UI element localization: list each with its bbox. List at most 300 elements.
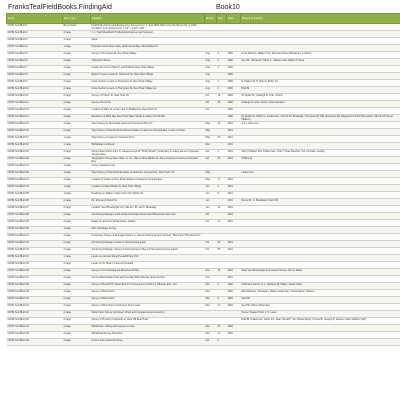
cell-day [217,115,227,122]
cell-entry-type: 2 page [63,297,91,304]
table-row [7,248,400,255]
cell-person-of-interest [241,24,400,31]
cell-year: 1902 [227,325,241,332]
cell-month: Mar [205,143,217,150]
table-row [7,213,400,220]
cell-month: Aug [205,80,217,87]
cell-day [217,45,227,52]
cell-day: 8 [217,297,227,304]
cell-year [227,24,241,31]
finding-aid-table [6,13,400,346]
cell-year: 1901 [227,143,241,150]
cell-year [227,262,241,269]
table-row [7,38,400,45]
cell-year: 1901 [227,185,241,192]
cell-day: 5 [217,192,227,199]
cell-person-of-interest [241,38,400,45]
cell-month: May [205,122,217,129]
table-row [7,283,400,290]
table-row [7,157,400,164]
cell-day: 19 [217,269,227,276]
cell-entry-type: 1 page [63,45,91,52]
table-row [7,129,400,136]
cell-entry: CDHS.Teal.Bk10.30 [7,227,63,234]
cell-entry-type: 2 page [63,101,91,108]
cell-entry-type: 2 page [63,157,91,164]
title-bar [0,0,400,13]
cell-day: 27 [217,332,227,339]
cell-person-of-interest [241,332,400,339]
cell-day: 16 [217,94,227,101]
cell-entry-type: 2 page [63,87,91,94]
cell-heading: Mt. John and Church St. [91,199,205,206]
cell-person-of-interest: Phillips St. [241,157,400,164]
cell-entry: CDHS.Teal.Bk10.42 [7,311,63,318]
cell-day [217,164,227,171]
cell-month: Apr [205,157,217,164]
table-row [7,339,400,346]
cell-year: 1901 [227,157,241,164]
cell-year: 1901 [227,150,241,157]
cell-person-of-interest: E. Mallett; W. H. Marion; Butler Co. [241,80,400,87]
cell-entry: CDHS.Teal.Bk10.22 [7,171,63,178]
table-row [7,80,400,87]
cell-heading: Survey Church St [91,101,205,108]
cell-year: 1901 [227,248,241,255]
cell-month [205,38,217,45]
cell-person-of-interest [241,73,400,80]
cell-entry: CDHS.Teal.Bk10.44 [7,325,63,332]
cell-entry: CDHS.Teal.Bk10.35 [7,262,63,269]
cell-heading: Survey of Thurlow Crosbwell Lot, Reel Hill Reel Hook [91,318,205,325]
cell-year [227,164,241,171]
cell-month: Oct [205,94,217,101]
cell-person-of-interest [241,234,400,241]
cell-heading: Part 1 Drainage Survey [91,227,205,234]
cell-entry-type: 2 page [63,234,91,241]
cell-heading: Levels on outcrest Sta at Peekskill New York [91,255,205,262]
cell-person-of-interest [241,220,400,227]
cell-year: 1900 [227,80,241,87]
cell-year [227,318,241,325]
cell-entry: CDHS.Teal.Bk10.31 [7,234,63,241]
cell-day: 21 [217,220,227,227]
table-row [7,185,400,192]
cell-year [227,171,241,178]
cell-year: 1901 [227,192,241,199]
cell-person-of-interest [241,178,400,185]
cell-entry-type: 2 page [63,311,91,318]
cell-entry: CDHS.Teal.Bk10.45 [7,332,63,339]
cell-heading: Location of Grade on New Road, Estate of Lawrence Tempest Esq. [91,178,205,185]
cell-entry-type: 2 page [63,108,91,115]
cell-day [217,73,227,80]
cell-heading: Survey of Wood Farm [91,297,205,304]
cell-year: 1901 [227,129,241,136]
cell-year: 1900 [227,108,241,115]
cell-year [227,311,241,318]
table-row [7,255,400,262]
cell-entry-type: 1 page [63,192,91,199]
cell-year: 1902 [227,283,241,290]
cell-entry-type: 1 page [63,227,91,234]
cell-year [227,38,241,45]
cell-year [227,227,241,234]
cell-entry: CDHS.Teal.Bk10.10 [7,87,63,94]
table-row [7,31,400,38]
cell-heading: Preliminary Survey of Drainage System on James Armstrong Farm formerly "Platt Farm" Rhinebeck NY [91,234,205,241]
cell-entry-type: 2 page [63,52,91,59]
cell-person-of-interest [241,262,400,269]
cell-day: 4 [217,80,227,87]
cell-heading: Survey of Thompson M. Reel Hook Village [91,52,205,59]
cell-day [217,171,227,178]
cell-entry: CDHS.Teal.Bk10.25 [7,192,63,199]
cell-person-of-interest [241,129,400,136]
table-row [7,164,400,171]
cell-entry-type: 2 page [63,150,91,157]
cell-heading: Survey East portion John N. Lidwell except for "Hook Stream" preliminary to selling same to Sylvester Tempest Esq. [91,150,205,157]
cell-day: 30 [217,248,227,255]
column-header-month: Month [205,14,217,24]
cell-year: 1902 [227,332,241,339]
cell-day: 3 [217,52,227,59]
cell-month: May [205,129,217,136]
cell-entry: CDHS.Teal.Bk10.24 [7,185,63,192]
table-row [7,45,400,52]
table-row [7,276,400,283]
cell-day: 1 [217,150,227,157]
table-row [7,73,400,80]
cell-day [217,31,227,38]
table-row [7,297,400,304]
cell-month: Jun [205,185,217,192]
cell-heading: Survey of Wood Farm Continued; Topo Levels [91,304,205,311]
cell-day: 25 [217,157,227,164]
cell-entry-type: 2 page [63,276,91,283]
cell-heading: Survey of 41 Cultivated Lot Berkshire Bl Hbb. [91,269,205,276]
cell-month: May [205,171,217,178]
cell-year: 1900 [227,73,241,80]
table-row [7,66,400,73]
cell-month: Aug [205,87,217,94]
cell-heading: Wood Farm Survey Continued; Chain and Compass around wood lot [91,311,205,318]
cell-entry: CDHS.Teal.Bk10.7 [7,66,63,73]
cell-day: 15 [217,122,227,129]
cell-entry: CDHS.Teal.Bk10.16 [7,129,63,136]
table-row [7,171,400,178]
cell-month: Mar [205,332,217,339]
cell-day [217,290,227,297]
cell-entry: CDHS.Teal.Bk10.32 [7,241,63,248]
table-row [7,304,400,311]
cell-entry-type: 2 page [63,199,91,206]
cell-day [217,227,227,234]
cell-heading: Withdrawal - boiling and Laying out Lane [91,325,205,332]
cell-entry: CDHS.Teal.Bk10.39 [7,290,63,297]
cell-entry: CDHS.Teal.Bk10.20 [7,157,63,164]
cell-year: 1902 [227,290,241,297]
cell-person-of-interest [241,255,400,262]
cell-heading: Crocus Care Instruction Drive [91,339,205,346]
cell-entry-type: 2 page [63,332,91,339]
cell-month [205,31,217,38]
cell-heading: Armstrong Drainage; Levels on 3rd proposed outlet [91,241,205,248]
cell-heading: Elevations of Main Rge Reel Hook Water Works as taken from Profile [91,115,205,122]
cell-heading: Survey of Wood Farm [91,290,205,297]
cell-entry: CDHS.Teal.Bk10.12 [7,101,63,108]
cell-heading: Estate of Lawrence Tempest Esq. Garden [91,220,205,227]
table-row [7,52,400,59]
cell-heading: Location of Main St. Linden and Jn Phillipps St. Reel Hook Vil. [91,108,205,115]
cell-entry: CDHS.Teal.Bk10.38 [7,283,63,290]
cell-person-of-interest: Pence; Weaver Hunt; J. H. Lewis [241,311,400,318]
cell-entry: CDHS.Teal.Bk10.40 [7,297,63,304]
cell-heading: Topo Survey of Lawrence Tempest Drive [91,136,205,143]
table-row [7,318,400,325]
cell-year: 1901 [227,220,241,227]
cell-entry: CDHS.Teal.Bk10.14 [7,115,63,122]
cell-entry-type: 3 page [63,115,91,122]
cell-entry: CDHS.Teal.Bk10.36 [7,269,63,276]
cell-year: 1901 [227,269,241,276]
cell-year: 1901 [227,199,241,206]
cell-person-of-interest: Reel M. Thompson; Hal R. L.; Mason Land; Walter P. Doyle [241,59,400,66]
cell-entry-type: 2 page [63,304,91,311]
cell-year: 1900 [227,94,241,101]
cell-entry: CDHS.Teal.Bk10.26 [7,199,63,206]
cell-person-of-interest: Pierce Bl.; S. Broadway Church Bl. [241,199,400,206]
cell-month: Mar [205,283,217,290]
table-row [7,136,400,143]
cell-person-of-interest: W. Muller Bl.; Fleileigh St. M.E. Church [241,94,400,101]
cell-heading: survey measurements [91,164,205,171]
cell-heading: blank [91,38,205,45]
cell-day [217,24,227,31]
cell-person-of-interest: Mary Van Wheelwright and Joseph House; John A. Muller [241,269,400,276]
cell-person-of-interest: Mary Chidwell; Wm. Pattenmore; Ode T. Peter Beecher; Col. Fountain; Gotting [241,150,400,157]
table-row [7,199,400,206]
cell-year: 1900 [227,115,241,122]
column-header-day: Day [217,14,227,24]
cell-person-of-interest [241,66,400,73]
cell-entry: CDHS.Teal.Bk10.46 [7,339,63,346]
table-row [7,332,400,339]
cell-month: Nov [205,269,217,276]
cell-day: 2 [217,339,227,346]
table-row [7,262,400,269]
cell-month: Jun [205,199,217,206]
cell-month [205,318,217,325]
table-row [7,227,400,234]
cell-entry: CDHS.Teal.Bk10.1 [7,24,63,31]
cell-heading: Location on West Market St. Reel Hook Village [91,185,205,192]
cell-heading: Location Sea Wheelwright Lot; Catt Ave. Bl. and S. Broadway [91,206,205,213]
cell-entry: CDHS.Teal.Bk10.43 [7,318,63,325]
cell-month: Aug [205,52,217,59]
cell-month [205,311,217,318]
cell-entry-type: 2 page [63,248,91,255]
table-row [7,143,400,150]
cell-person-of-interest: W. Mullett St. Phillip St. Linden Ave.; Church Dr. Broadway; Thompson Bl. NW Newcomer Rd. Edgewood Church Rhinebeck; NE Church Street Mulberry [241,115,400,122]
cell-month: May [205,178,217,185]
cell-heading: Readings on Walks in Side Curb of W. Market St. [91,192,205,199]
cell-heading: Memo? Levels Levels on Thompson St. Reel Hook Village [91,73,205,80]
cell-entry-type: 1 page [63,143,91,150]
cell-heading: Topo Survey for New Road Lawrence? Tempenst Hwy NY [91,122,205,129]
cell-entry: CDHS.Teal.Bk10.28 [7,213,63,220]
cell-day: 26 [217,241,227,248]
header-row [7,14,400,24]
cell-month: Aug [205,59,217,66]
cell-heading: Levels on St. Mount Crescent Peekskill [91,262,205,269]
cell-person-of-interest [241,248,400,255]
cell-person-of-interest: Platt Bl. [241,87,400,94]
cell-person-of-interest [241,339,400,346]
cell-entry-type: 2 page [63,206,91,213]
cell-month: Oct [205,213,217,220]
cell-entry: CDHS.Teal.Bk10.19 [7,150,63,157]
cell-month: May [205,136,217,143]
cell-entry-type: 1 page [63,38,91,45]
cell-heading: Withdrawal continued [91,143,205,150]
cell-month: Jun [205,206,217,213]
cell-day: 26 [217,325,227,332]
cell-year: 1901 [227,136,241,143]
cell-entry-type: 2 page [63,290,91,297]
cell-year: 1900 [227,59,241,66]
cell-heading: Topographic Survey Reel Hook, N. Lot - Bas or West Market St. along property of Lawrence Tempest Esq. [91,157,205,164]
document-title: FranksTealFieldBooks.FindingAid [8,4,112,11]
cell-day [217,199,227,206]
cell-heading: Armstrong Drainage Levels along Preliminary Route Sea Wheelwork, New York [91,213,205,220]
cell-month [205,262,217,269]
cell-year: 1902 [227,297,241,304]
cell-month [205,227,217,234]
cell-day: 20 [217,136,227,143]
cell-month: Aug [205,66,217,73]
cell-entry-type: 2 page [63,59,91,66]
cell-entry-type: 2 page [63,213,91,220]
table-row [7,178,400,185]
cell-day: 17 [217,178,227,185]
cell-entry-type: 2 page [63,94,91,101]
cell-person-of-interest [241,227,400,234]
cell-day [217,129,227,136]
cell-year: 1900 [227,101,241,108]
cell-entry-type: 2 page [63,66,91,73]
cell-day [217,262,227,269]
column-header-person-of-interest: Person of Interest [241,14,400,24]
cell-day [217,108,227,115]
cell-heading: Topo Survey of New Road at Estate of Lawrence Tempest Esq. Reel Hook, NY [91,171,205,178]
table-row [7,108,400,115]
cell-entry: CDHS.Teal.Bk10.8 [7,73,63,80]
cell-entry-type: 1 page [63,255,91,262]
column-header-heading: Heading [91,14,205,24]
cell-day: 4 [217,185,227,192]
cell-year [227,255,241,262]
cell-month: Mar [205,304,217,311]
cell-person-of-interest [241,164,400,171]
cell-year: 1900 [227,87,241,94]
cell-month [205,45,217,52]
cell-entry: CDHS.Teal.Bk10.3 [7,38,63,45]
table-row [7,94,400,101]
cell-heading: Survey of Church St. Reel Hook Vil. [91,94,205,101]
cell-month: Jun [205,192,217,199]
cell-month: Oct [205,101,217,108]
cell-entry-type: 2 page [63,241,91,248]
table-row [7,101,400,108]
cell-person-of-interest [241,31,400,38]
book-label: Book10 [216,4,240,11]
cell-person-of-interest: Eliza McCarty; Templeton; Walter Lantier Est.; Frank Nelson; Weaver [241,290,400,297]
table-row [7,234,400,241]
cell-heading: Field Book 010 of Land Engineering, Surveys by F. L. Teal 1900-1901 Cover 64; Boxed No. 4; 1900; Condition: poor; Dimensions: 7 1/2" x 4 3/4" x 5/8" [91,24,205,31]
cell-entry-type: 1 page [63,171,91,178]
cell-entry: CDHS.Teal.Bk10.11 [7,94,63,101]
cell-day [217,143,227,150]
cell-person-of-interest [241,136,400,143]
cell-entry-type: 2 page [63,73,91,80]
cell-person-of-interest [241,325,400,332]
table-row [7,59,400,66]
cell-year: 1900 [227,52,241,59]
cell-person-of-interest [241,213,400,220]
column-header-entry-type: Entry type [63,14,91,24]
cell-heading: Thompson Street [91,59,205,66]
cell-entry: CDHS.Teal.Bk10.2 [7,31,63,38]
cell-entry: CDHS.Teal.Bk10.37 [7,276,63,283]
cell-person-of-interest: Linden Ave. [241,171,400,178]
cell-person-of-interest [241,192,400,199]
cell-year [227,45,241,52]
cell-entry-type: 1 page [63,164,91,171]
cell-entry-type: 2 page [63,129,91,136]
table-row [7,122,400,129]
cell-year: 1901 [227,122,241,129]
table-row [7,241,400,248]
cell-heading: Survey of Ronad? Dr. Reel Hook N Y Conveyed to Anthony T. Wheeler Esq. Yew [91,283,205,290]
cell-entry: CDHS.Teal.Bk10.27 [7,206,63,213]
cell-entry: CDHS.Teal.Bk10.4 [7,45,63,52]
cell-day [217,276,227,283]
cell-heading: Survey Elliott Estate Chair and Fountain Wich Wheeler along Sea Rd. [91,276,205,283]
cell-day: 4 [217,59,227,66]
cell-entry: CDHS.Teal.Bk10.23 [7,178,63,185]
cell-person-of-interest: Anna McCarty; Walter Prior; Sylvester Hebert Bridgman; S. Martin [241,52,400,59]
cell-entry-type: 2 page [63,325,91,332]
cell-heading: Cross Section Levels on Thompson St. Reel Hook Village Lot [91,87,205,94]
cell-person-of-interest [241,276,400,283]
cell-month: Oct [205,241,217,248]
cell-month: Apr [205,150,217,157]
cell-year: 1901 [227,206,241,213]
cell-entry-type: 2 page [63,178,91,185]
cell-entry: CDHS.Teal.Bk10.29 [7,220,63,227]
cell-entry: CDHS.Teal.Bk10.9 [7,80,63,87]
cell-year [227,339,241,346]
cell-month [205,115,217,122]
cell-month [205,255,217,262]
cell-entry: CDHS.Teal.Bk10.13 [7,108,63,115]
cell-person-of-interest [241,241,400,248]
cell-heading: F. L. Teal Wheatfield NY Municipal Engineer and Surveyor [91,31,205,38]
cell-person-of-interest: Parkinson Farms; O. L. Highway Mr. Walter; Searle Place [241,283,400,290]
cell-year: 1902 [227,304,241,311]
cell-entry-type: 2 page [63,339,91,346]
